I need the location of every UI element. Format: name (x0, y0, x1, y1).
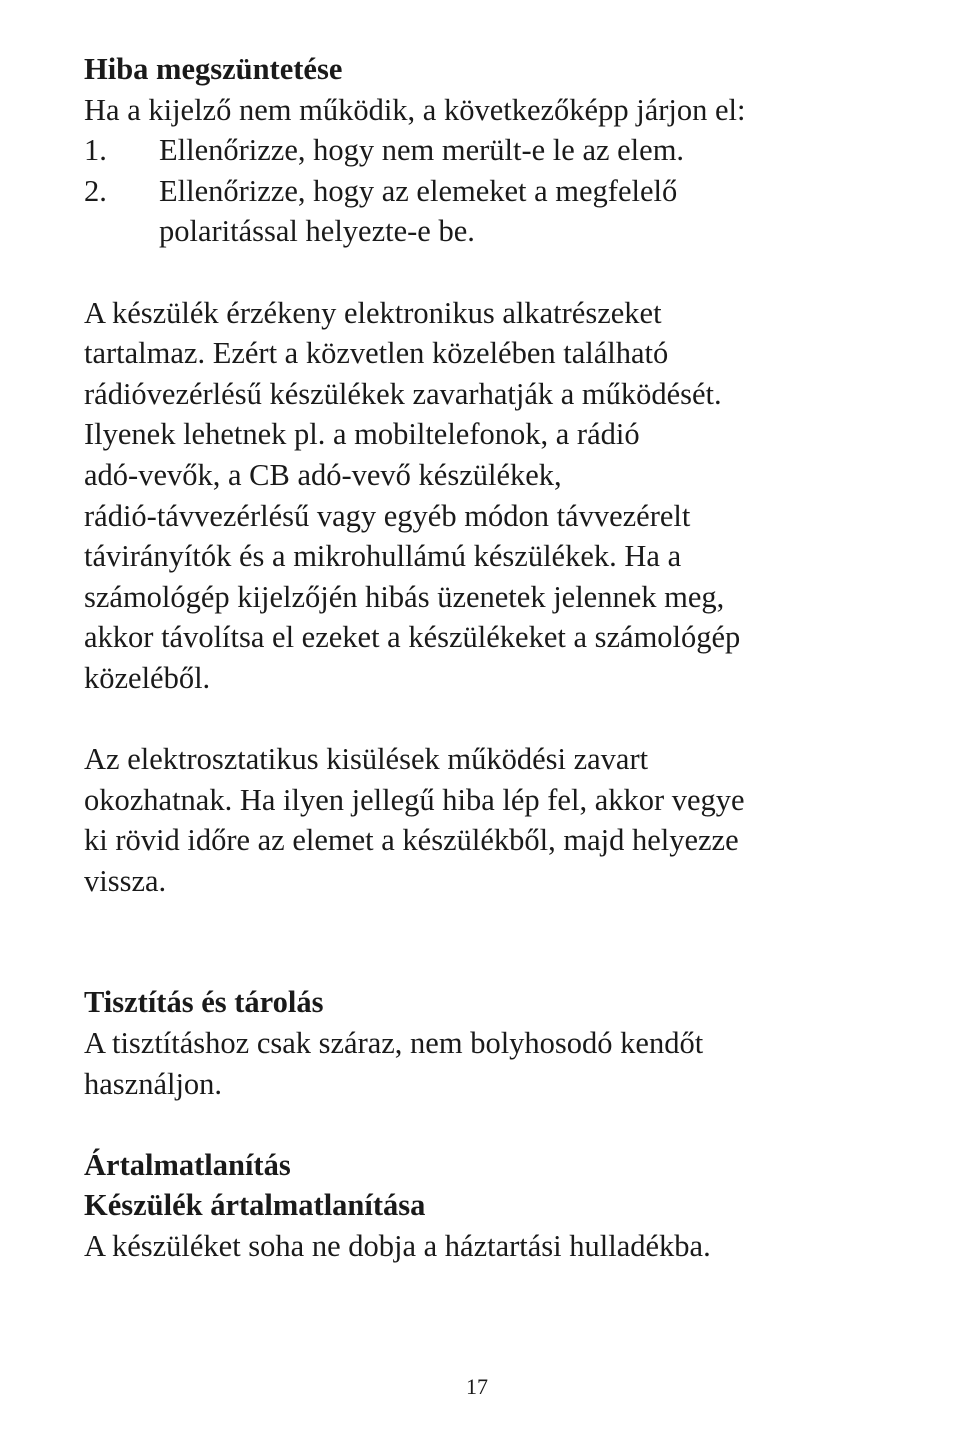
paragraph-line: rádióvezérlésű készülékek zavarhatják a működését. (84, 376, 722, 411)
paragraph-line: adó-vevők, a CB adó-vevő készülékek, (84, 457, 562, 492)
disposal-heading: Ártalmatlanítás (84, 1147, 291, 1182)
list-item (84, 130, 864, 171)
paragraph-line: ki rövid időre az elemet a készülékből, majd helyezze (84, 823, 739, 858)
list-item-text: Ellenőrizze, hogy az elemeket a megfelelő (159, 173, 678, 208)
paragraph-line: Ilyenek lehetnek pl. a mobiltelefonok, a rádió (84, 417, 640, 452)
page-number: 17 (466, 1374, 488, 1399)
paragraph-line: használjon. (84, 1066, 223, 1101)
paragraph-line: vissza. (84, 863, 167, 898)
electrostatic-paragraph (84, 739, 864, 901)
list-item (84, 171, 864, 252)
list-item-text: polaritással helyezte-e be. (159, 214, 475, 249)
paragraph-line: távirányítók és a mikrohullámú készülékek. Ha a (84, 539, 682, 574)
paragraph-line: közeléből. (84, 660, 211, 695)
troubleshooting-intro: Ha a kijelző nem működik, a következőképp járjon el: (84, 92, 746, 127)
page-content (84, 49, 864, 1267)
troubleshooting-heading: Hiba megszüntetése (84, 52, 343, 86)
cleaning-heading: Tisztítás és tárolás (84, 985, 324, 1020)
paragraph-line: tartalmaz. Ezért a közvetlen közelében található (84, 336, 669, 371)
paragraph-line: A tisztításhoz csak száraz, nem bolyhosodó kendőt (84, 1026, 704, 1061)
paragraph-line: rádió-távvezérlésű vagy egyéb módon távvezérelt (84, 498, 691, 533)
cleaning-paragraph (84, 1023, 864, 1104)
paragraph-line: akkor távolítsa el ezeket a készülékeket a számológép (84, 620, 741, 655)
list-number: 2. (84, 173, 107, 208)
disposal-subheading: Készülék ártalmatlanítása (84, 1188, 426, 1223)
paragraph-line: A készülék érzékeny elektronikus alkatrészeket (84, 295, 662, 330)
disposal-text: A készüléket soha ne dobja a háztartási hulladékba. (84, 1229, 711, 1264)
paragraph-line: Az elektrosztatikus kisülések működési zavart (84, 742, 649, 777)
paragraph-line: okozhatnak. Ha ilyen jellegű hiba lép fel, akkor vegye (84, 782, 745, 817)
list-item-text: Ellenőrizze, hogy nem merült-e le az elem. (159, 133, 685, 168)
interference-paragraph (84, 293, 864, 699)
paragraph-line: számológép kijelzőjén hibás üzenetek jelennek meg, (84, 579, 725, 614)
list-number: 1. (84, 133, 107, 168)
